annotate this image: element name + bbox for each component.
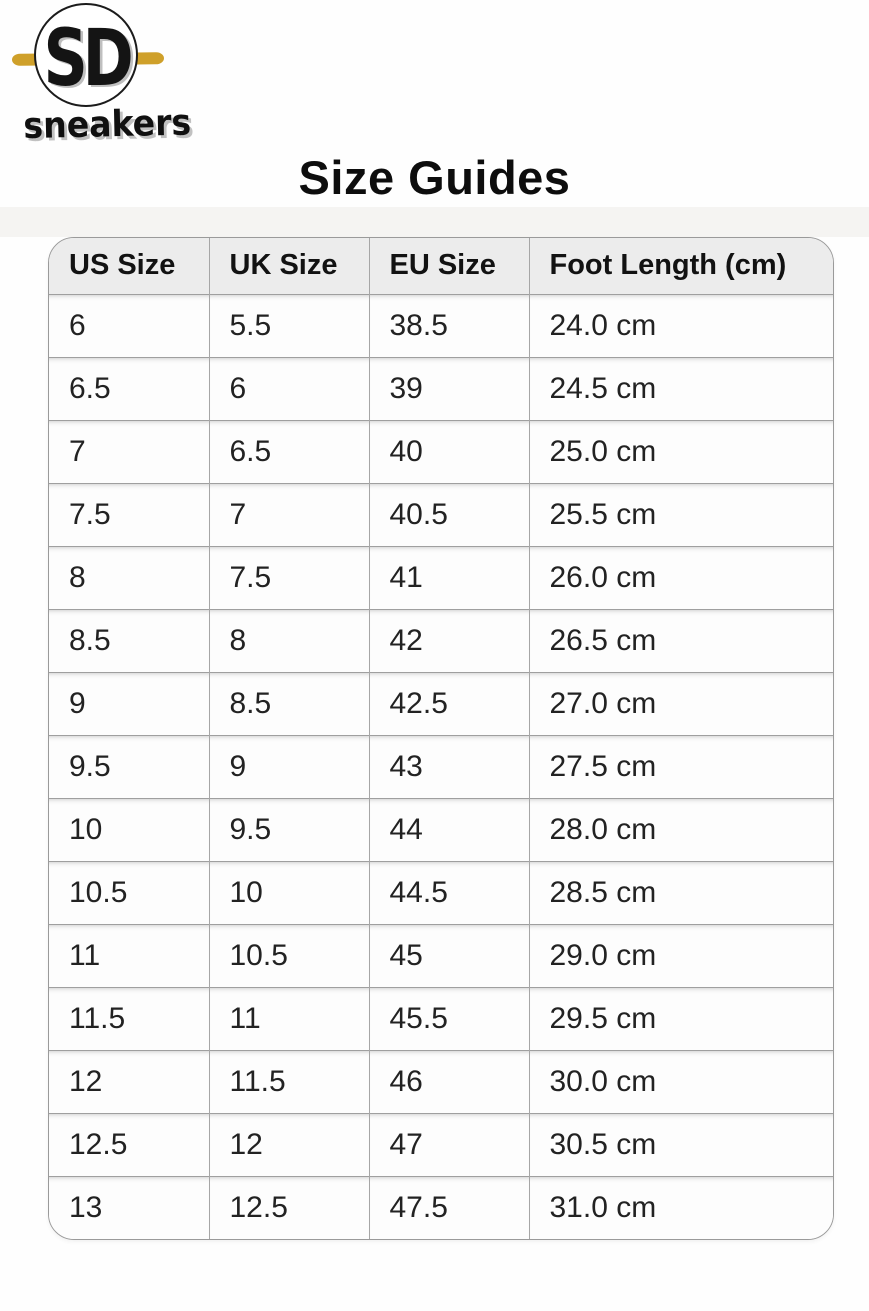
table-cell: 47.5 [369,1176,529,1239]
table-row [49,609,833,672]
table-cell: 7.5 [49,483,209,546]
table-header-row [49,238,833,294]
table-cell: 6 [209,357,369,420]
header-cell: US Size [49,238,209,294]
table-cell: 12 [49,1050,209,1113]
table-cell: 11 [209,987,369,1050]
table-cell: 27.0 cm [529,672,833,735]
table-cell: 43 [369,735,529,798]
table-cell: 9.5 [209,798,369,861]
table-cell: 44 [369,798,529,861]
table-cell: 7.5 [209,546,369,609]
table-cell: 39 [369,357,529,420]
table-cell: 25.0 cm [529,420,833,483]
table-cell: 12.5 [209,1176,369,1239]
table-cell: 30.5 cm [529,1113,833,1176]
table-cell: 26.0 cm [529,546,833,609]
table-cell: 24.0 cm [529,294,833,357]
table-cell: 29.5 cm [529,987,833,1050]
table-cell: 13 [49,1176,209,1239]
table-cell: 27.5 cm [529,735,833,798]
table-cell: 24.5 cm [529,357,833,420]
header-cell: EU Size [369,238,529,294]
table-row [49,1176,833,1239]
table-row [49,672,833,735]
table-cell: 42 [369,609,529,672]
header-cell: UK Size [209,238,369,294]
size-guide-table [48,237,834,1240]
table-row [49,735,833,798]
table-cell: 12.5 [49,1113,209,1176]
header-cell: Foot Length (cm) [529,238,833,294]
table-row [49,924,833,987]
brand-logo [0,0,200,160]
table-cell: 9 [49,672,209,735]
table-row [49,546,833,609]
table-cell: 28.0 cm [529,798,833,861]
table-row [49,420,833,483]
table-cell: 45.5 [369,987,529,1050]
table-cell: 8.5 [209,672,369,735]
brand-name: sneakers [23,102,192,147]
table-cell: 8 [209,609,369,672]
table-cell: 47 [369,1113,529,1176]
size-table-body [49,294,833,1239]
table-cell: 45 [369,924,529,987]
table-cell: 5.5 [209,294,369,357]
table-cell: 46 [369,1050,529,1113]
table-cell: 8 [49,546,209,609]
table-cell: 28.5 cm [529,861,833,924]
table-cell: 9.5 [49,735,209,798]
title-background-band [0,207,869,237]
table-cell: 10 [49,798,209,861]
table-cell: 9 [209,735,369,798]
table-row [49,357,833,420]
table-row [49,987,833,1050]
table-cell: 6.5 [209,420,369,483]
table-cell: 11.5 [209,1050,369,1113]
table-cell: 10.5 [209,924,369,987]
table-cell: 7 [209,483,369,546]
table-cell: 29.0 cm [529,924,833,987]
table-cell: 8.5 [49,609,209,672]
table-row [49,861,833,924]
table-cell: 41 [369,546,529,609]
table-cell: 40.5 [369,483,529,546]
size-table [49,238,833,1239]
table-row [49,1113,833,1176]
page-title: Size Guides [298,151,571,204]
table-cell: 26.5 cm [529,609,833,672]
table-cell: 31.0 cm [529,1176,833,1239]
table-cell: 12 [209,1113,369,1176]
table-row [49,798,833,861]
table-cell: 38.5 [369,294,529,357]
table-cell: 6.5 [49,357,209,420]
table-cell: 7 [49,420,209,483]
table-cell: 44.5 [369,861,529,924]
table-row [49,483,833,546]
brand-initials: SD [43,12,129,104]
table-cell: 11 [49,924,209,987]
table-cell: 42.5 [369,672,529,735]
table-cell: 10.5 [49,861,209,924]
table-cell: 25.5 cm [529,483,833,546]
table-cell: 11.5 [49,987,209,1050]
table-cell: 30.0 cm [529,1050,833,1113]
table-cell: 40 [369,420,529,483]
table-cell: 6 [49,294,209,357]
table-row [49,294,833,357]
table-cell: 10 [209,861,369,924]
table-row [49,1050,833,1113]
